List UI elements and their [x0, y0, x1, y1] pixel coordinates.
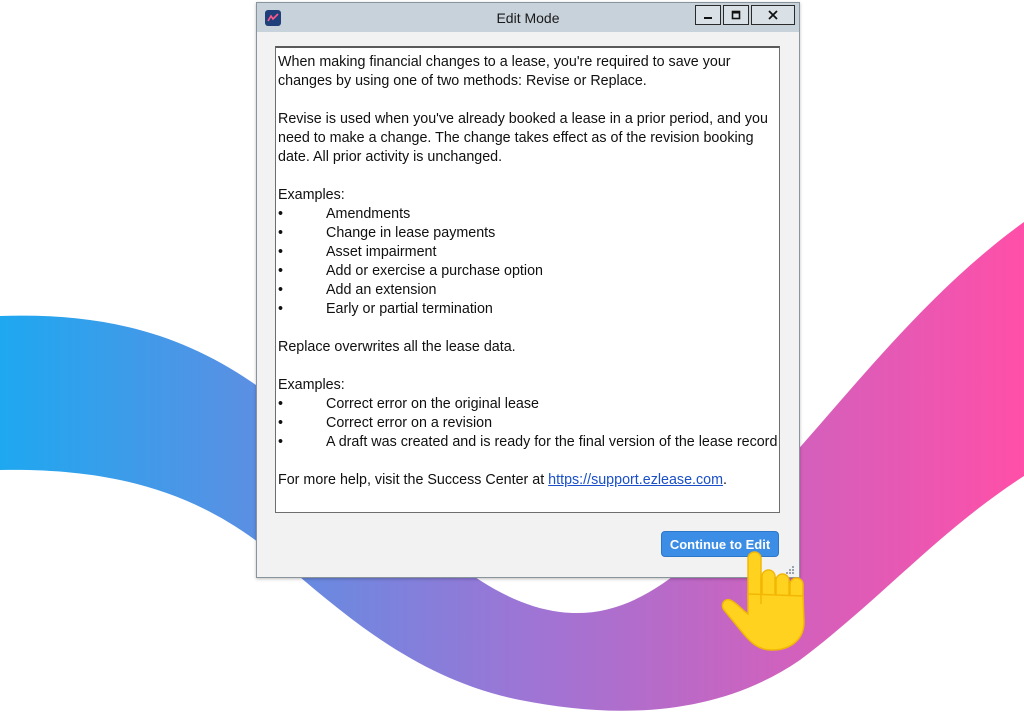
window-title: Edit Mode — [496, 10, 560, 26]
continue-to-edit-button[interactable]: Continue to Edit — [661, 531, 779, 557]
info-text-area[interactable] — [275, 46, 780, 513]
replace-text: Replace overwrites all the lease data. — [278, 339, 516, 355]
bullet-icon: • — [278, 244, 284, 260]
edit-mode-dialog — [256, 2, 800, 578]
title-bar[interactable] — [257, 3, 799, 32]
list-item: • Add an extension — [278, 282, 437, 298]
bullet-icon: • — [278, 415, 284, 431]
list-item: • Change in lease payments — [278, 225, 496, 241]
pointing-hand-icon — [720, 548, 810, 652]
bullet-icon: • — [278, 396, 284, 412]
list-item: • A draft was created and is ready for the final version of the lease record — [278, 434, 778, 450]
maximize-button[interactable] — [723, 5, 749, 25]
list-item: • Asset impairment — [278, 244, 437, 260]
examples-label-replace: Examples: — [278, 377, 345, 393]
bullet-icon: • — [278, 225, 284, 241]
list-item: • Add or exercise a purchase option — [278, 263, 543, 279]
close-button[interactable] — [751, 5, 795, 25]
bullet-icon: • — [278, 206, 284, 222]
bullet-icon: • — [278, 301, 284, 317]
minimize-button[interactable] — [695, 5, 721, 25]
minimize-icon — [703, 10, 713, 20]
list-item: • Early or partial termination — [278, 301, 493, 317]
examples-label-revise: Examples: — [278, 187, 345, 203]
maximize-icon — [731, 10, 741, 20]
help-text: For more help, visit the Success Center at https://support.ezlease.com. — [278, 472, 727, 488]
list-item: • Correct error on a revision — [278, 415, 493, 431]
support-link[interactable]: https://support.ezlease.com — [548, 472, 724, 488]
list-item: • Correct error on the original lease — [278, 396, 539, 412]
intro-text: When making financial changes to a lease, you're required to save your changes by using one of two methods: Revise or Replace. — [278, 54, 731, 89]
bullet-icon: • — [278, 263, 284, 279]
list-item: • Amendments — [278, 206, 411, 222]
revise-text: Revise is used when you've already booked a lease in a prior period, and you need to make a change. The change takes effect as of the revision booking date. All prior activity is unchanged. — [278, 111, 768, 165]
bullet-icon: • — [278, 434, 284, 450]
close-icon — [768, 10, 778, 20]
bullet-icon: • — [278, 282, 284, 298]
